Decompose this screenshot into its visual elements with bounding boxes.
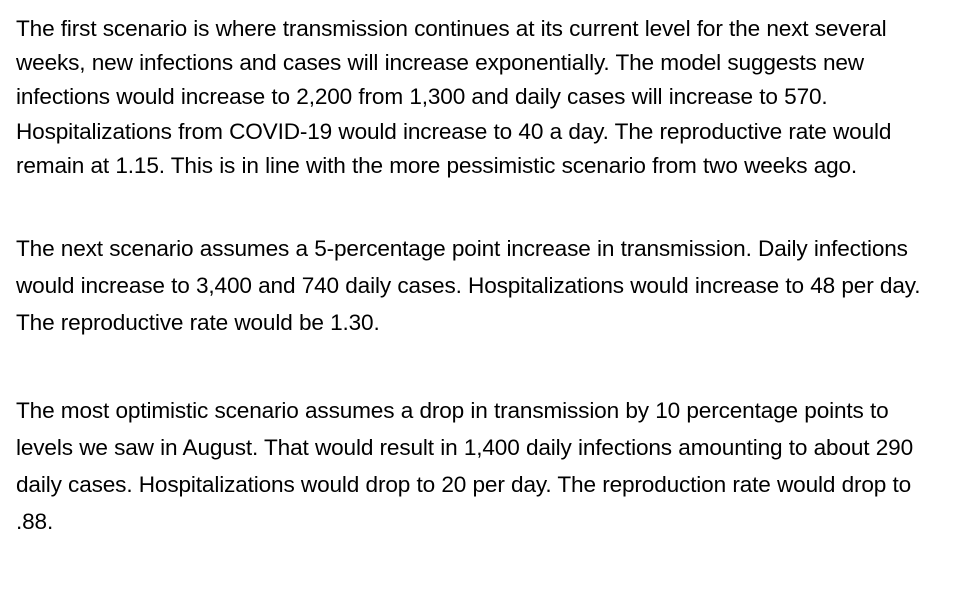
paragraph-current-transmission-scenario: The first scenario is where transmission continues at its current level for the next several weeks, new infections and cases will increase exponentially. The model suggests new infections would increase to 2,200 from 1,300 and daily cases will increase to 570. Hospitalizations from COVID-19 would increase to 40 a day. The reproductive rate would remain at 1.15. This is in line with the more pessimistic scenario from two weeks ago.: [16, 16, 892, 178]
document-body: [16, 12, 946, 540]
paragraph-optimistic-scenario: The most optimistic scenario assumes a drop in transmission by 10 percentage points to levels we saw in August. That would result in 1,400 daily infections amounting to about 290 daily cases. Hospitalizations would drop to 20 per day. The reproduction rate would drop to .88.: [16, 398, 914, 535]
paragraph-increased-transmission-scenario: The next scenario assumes a 5-percentage point increase in transmission. Daily infections would increase to 3,400 and 740 daily cases. Hospitalizations would increase to 48 per day. The reproductive rate would be 1.30.: [16, 236, 921, 336]
